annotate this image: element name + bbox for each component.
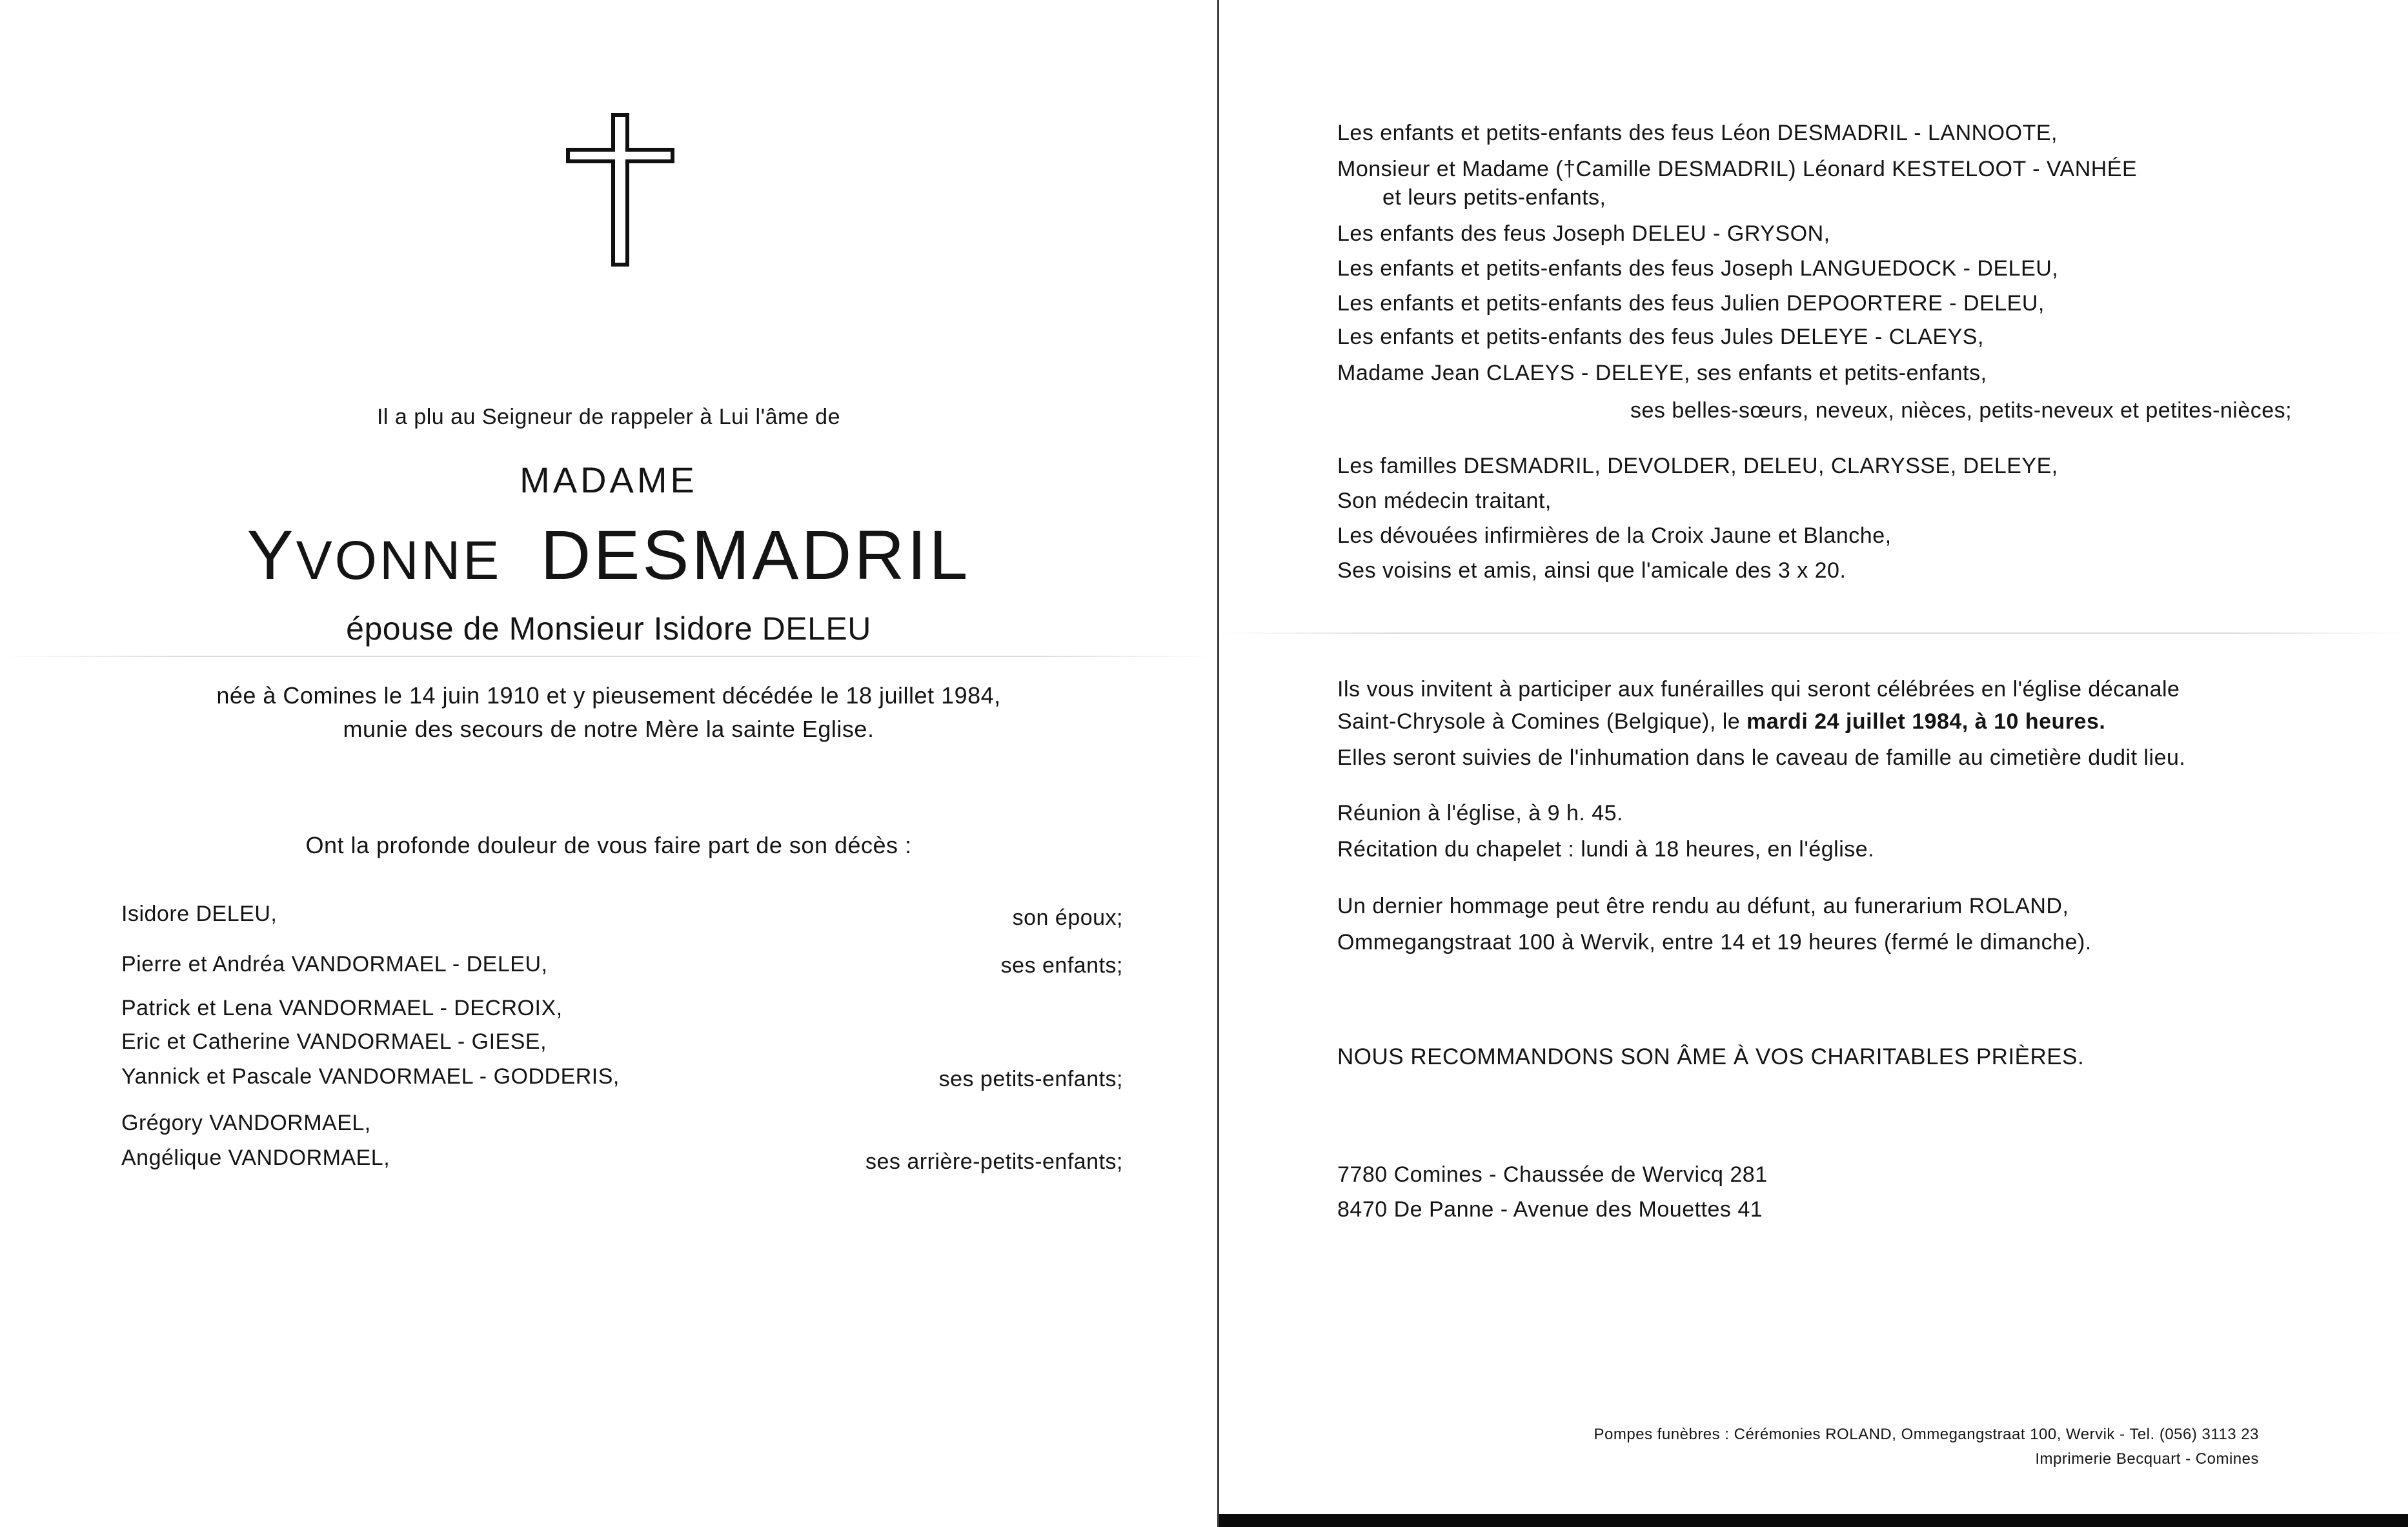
family-line: Les enfants et petits-enfants des feus Léon DESMADRIL - LANNOOTE,	[1337, 121, 2058, 145]
mourner-relation: son époux;	[1012, 905, 1123, 930]
family-line: Les enfants et petits-enfants des feus Joseph LANGUEDOCK - DELEU,	[1337, 256, 2059, 281]
family-line: Les enfants des feus Joseph DELEU - GRYSON,	[1337, 221, 1830, 246]
deceased-name	[0, 516, 1217, 599]
family-line: et leurs petits-enfants,	[1382, 185, 1606, 210]
first-name-initial: Y	[247, 516, 296, 594]
schedule-line: Récitation du chapelet : lundi à 18 heures, en l'église.	[1337, 837, 1875, 862]
last-name: DESMADRIL	[540, 516, 971, 594]
mourner-name: Patrick et Lena VANDORMAEL - DECROIX,	[121, 996, 563, 1020]
mourner-name: Eric et Catherine VANDORMAEL - GIESE,	[121, 1029, 547, 1054]
family-line: Les enfants et petits-enfants des feus Jules DELEYE - CLAEYS,	[1337, 325, 1984, 349]
mourner-name: Pierre et Andréa VANDORMAEL - DELEU,	[121, 952, 548, 976]
cross-icon	[565, 112, 675, 267]
rites-line: munie des secours de notre Mère la sainte Eglise.	[343, 716, 875, 742]
funeral-line-2	[1337, 709, 2105, 734]
others-line: Les familles DESMADRIL, DEVOLDER, DELEU, CLARYSSE, DELEYE,	[1337, 454, 2058, 478]
first-name-rest: VONNE	[296, 530, 502, 591]
mourner-name: Angélique VANDORMAEL,	[121, 1146, 390, 1170]
scan-edge	[1219, 1514, 2408, 1527]
intro-text: Il a plu au Seigneur de rappeler à Lui l'âme de	[376, 405, 840, 429]
prayer-line: NOUS RECOMMANDONS SON ÂME À VOS CHARITABLES PRIÈRES.	[1337, 1044, 2085, 1069]
funeral-date: mardi 24 juillet 1984, à 10 heures.	[1746, 709, 2106, 734]
mourner-relation: ses arrière-petits-enfants;	[865, 1149, 1123, 1174]
footer-funeral-home: Pompes funèbres : Cérémonies ROLAND, Ommegangstraat 100, Wervik - Tel. (056) 3113 23	[1594, 1426, 2259, 1443]
fold-line-left	[0, 656, 1217, 657]
mourner-name: Yannick et Pascale VANDORMAEL - GODDERIS,	[121, 1064, 620, 1089]
spouse-line: épouse de Monsieur Isidore DELEU	[346, 611, 871, 647]
funeral-line-3: Elles seront suivies de l'inhumation dans le caveau de famille au cimetière dudit lieu.	[1337, 745, 2186, 770]
footer-printer: Imprimerie Becquart - Comines	[2035, 1450, 2259, 1468]
schedule-line: Réunion à l'église, à 9 h. 45.	[1337, 801, 1624, 825]
right-page	[1217, 0, 2408, 1527]
others-line: Son médecin traitant,	[1337, 489, 1552, 513]
birth-line: née à Comines le 14 juin 1910 et y pieusement décédée le 18 juillet 1984,	[216, 682, 1001, 709]
homage-line: Ommegangstraat 100 à Wervik, entre 14 et 19 heures (fermé le dimanche).	[1337, 930, 2092, 955]
address-line: 8470 De Panne - Avenue des Mouettes 41	[1337, 1197, 1763, 1222]
mourner-relation: ses petits-enfants;	[938, 1067, 1123, 1091]
funeral-line-1: Ils vous invitent à participer aux funérailles qui seront célébrées en l'église décanale	[1337, 677, 2180, 702]
family-line: ses belles-sœurs, neveux, nièces, petits-neveux et petites-nièces;	[1630, 398, 2292, 423]
family-line: Monsieur et Madame (†Camille DESMADRIL) Léonard KESTELOOT - VANHÉE	[1337, 157, 2138, 181]
mourner-relation: ses enfants;	[1000, 953, 1123, 978]
address-line: 7780 Comines - Chaussée de Wervicq 281	[1337, 1162, 1768, 1187]
homage-line: Un dernier hommage peut être rendu au défunt, au funerarium ROLAND,	[1337, 894, 2069, 918]
mourner-name: Grégory VANDORMAEL,	[121, 1111, 371, 1135]
title-madame: MADAME	[520, 460, 698, 500]
family-line: Madame Jean CLAEYS - DELEYE, ses enfants et petits-enfants,	[1337, 361, 1987, 385]
others-line: Les dévouées infirmières de la Croix Jaune et Blanche,	[1337, 523, 1892, 548]
announce-line: Ont la profonde douleur de vous faire part de son décès :	[305, 832, 912, 858]
family-line: Les enfants et petits-enfants des feus Julien DEPOORTERE - DELEU,	[1337, 291, 2045, 316]
others-line: Ses voisins et amis, ainsi que l'amicale des 3 x 20.	[1337, 558, 1846, 583]
funeral-church: Saint-Chrysole à Comines (Belgique), le	[1337, 709, 1747, 734]
mourner-name: Isidore DELEU,	[121, 902, 278, 926]
